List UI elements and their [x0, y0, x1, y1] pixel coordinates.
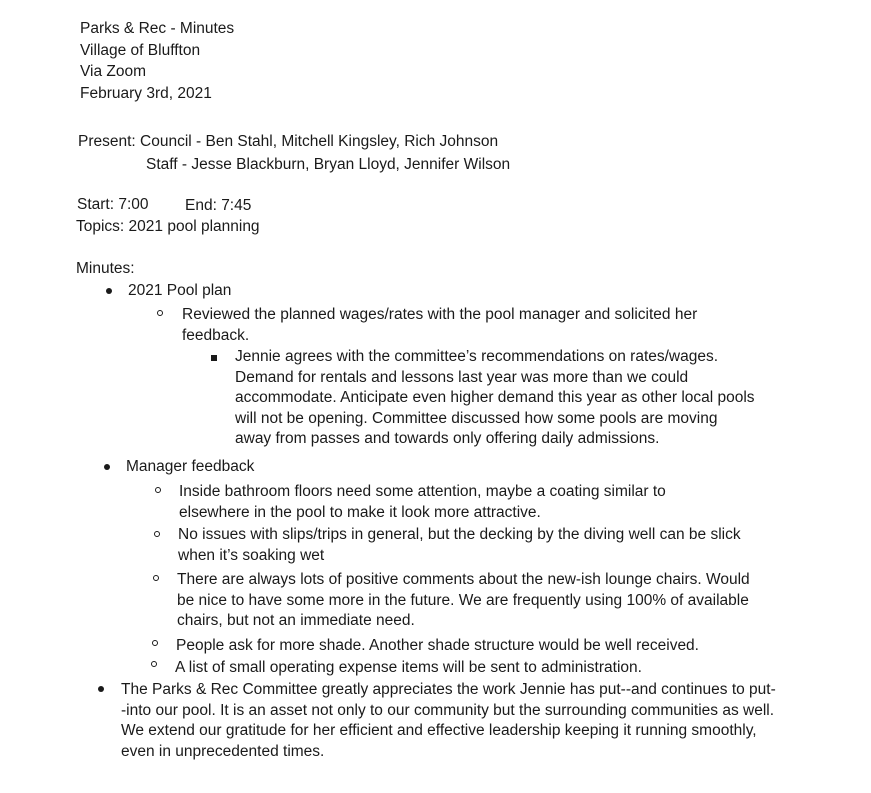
minutes-heading: Minutes:: [76, 260, 135, 277]
bullet-disc-icon: [104, 464, 110, 470]
present-council: Present: Council - Ben Stahl, Mitchell Kingsley, Rich Johnson: [78, 133, 499, 150]
present-staff: Staff - Jesse Blackburn, Bryan Lloyd, Jennifer Wilson: [146, 156, 511, 173]
feedback-bathroom-floors: Inside bathroom floors need some attention, maybe a coating similar to elsewhere in the pool to make it look more attractive.: [179, 483, 666, 521]
bullet-circle-icon: [154, 531, 160, 537]
feedback-lounge-chairs: There are always lots of positive comments about the new-ish lounge chairs. Would be nice to have some more in the future. We are frequently using 100% of available chairs, but not an immediate need.: [177, 571, 750, 629]
bullet-circle-icon: [155, 487, 161, 493]
feedback-shade: People ask for more shade. Another shade structure would be well received.: [176, 637, 699, 654]
topics: Topics: 2021 pool planning: [76, 218, 260, 235]
bullet-square-icon: [211, 355, 217, 361]
item-pool-plan-title: 2021 Pool plan: [128, 282, 232, 299]
bullet-circle-icon: [152, 640, 158, 646]
feedback-expense-items: A list of small operating expense items will be sent to administration.: [175, 659, 642, 676]
committee-appreciation: The Parks & Rec Committee greatly appreciates the work Jennie has put--and continues to put--into our pool. It is an asset not only to our community but the surrounding communities as well. We extend our gratitude for her efficient and effective leadership keeping it running smoothly, even in unprecedented times.: [121, 681, 776, 760]
meeting-medium: Via Zoom: [80, 63, 147, 80]
bullet-circle-icon: [151, 661, 157, 667]
bullet-circle-icon: [153, 575, 159, 581]
bullet-disc-icon: [98, 686, 104, 692]
village-name: Village of Bluffton: [80, 42, 201, 59]
bullet-disc-icon: [106, 288, 112, 294]
bullet-circle-icon: [157, 310, 163, 316]
item-pool-plan-sub1: Reviewed the planned wages/rates with the pool manager and solicited her feedback.: [182, 306, 698, 344]
start-time: Start: 7:00: [77, 196, 149, 213]
meeting-date: February 3rd, 2021: [80, 85, 212, 102]
item-manager-feedback-title: Manager feedback: [126, 458, 255, 475]
item-pool-plan-detail: Jennie agrees with the committee’s recommendations on rates/wages. Demand for rentals and lessons last year was more than we could accommodate. Anticipate even higher demand this year as other local pools will not be opening. Committee discussed how some pools are moving away from passes and towards only offering daily admissions.: [235, 348, 755, 447]
document-title: Parks & Rec - Minutes: [80, 20, 235, 37]
feedback-slips-trips: No issues with slips/trips in general, but the decking by the diving well can be slick when it’s soaking wet: [178, 526, 741, 564]
end-time: End: 7:45: [185, 197, 252, 214]
